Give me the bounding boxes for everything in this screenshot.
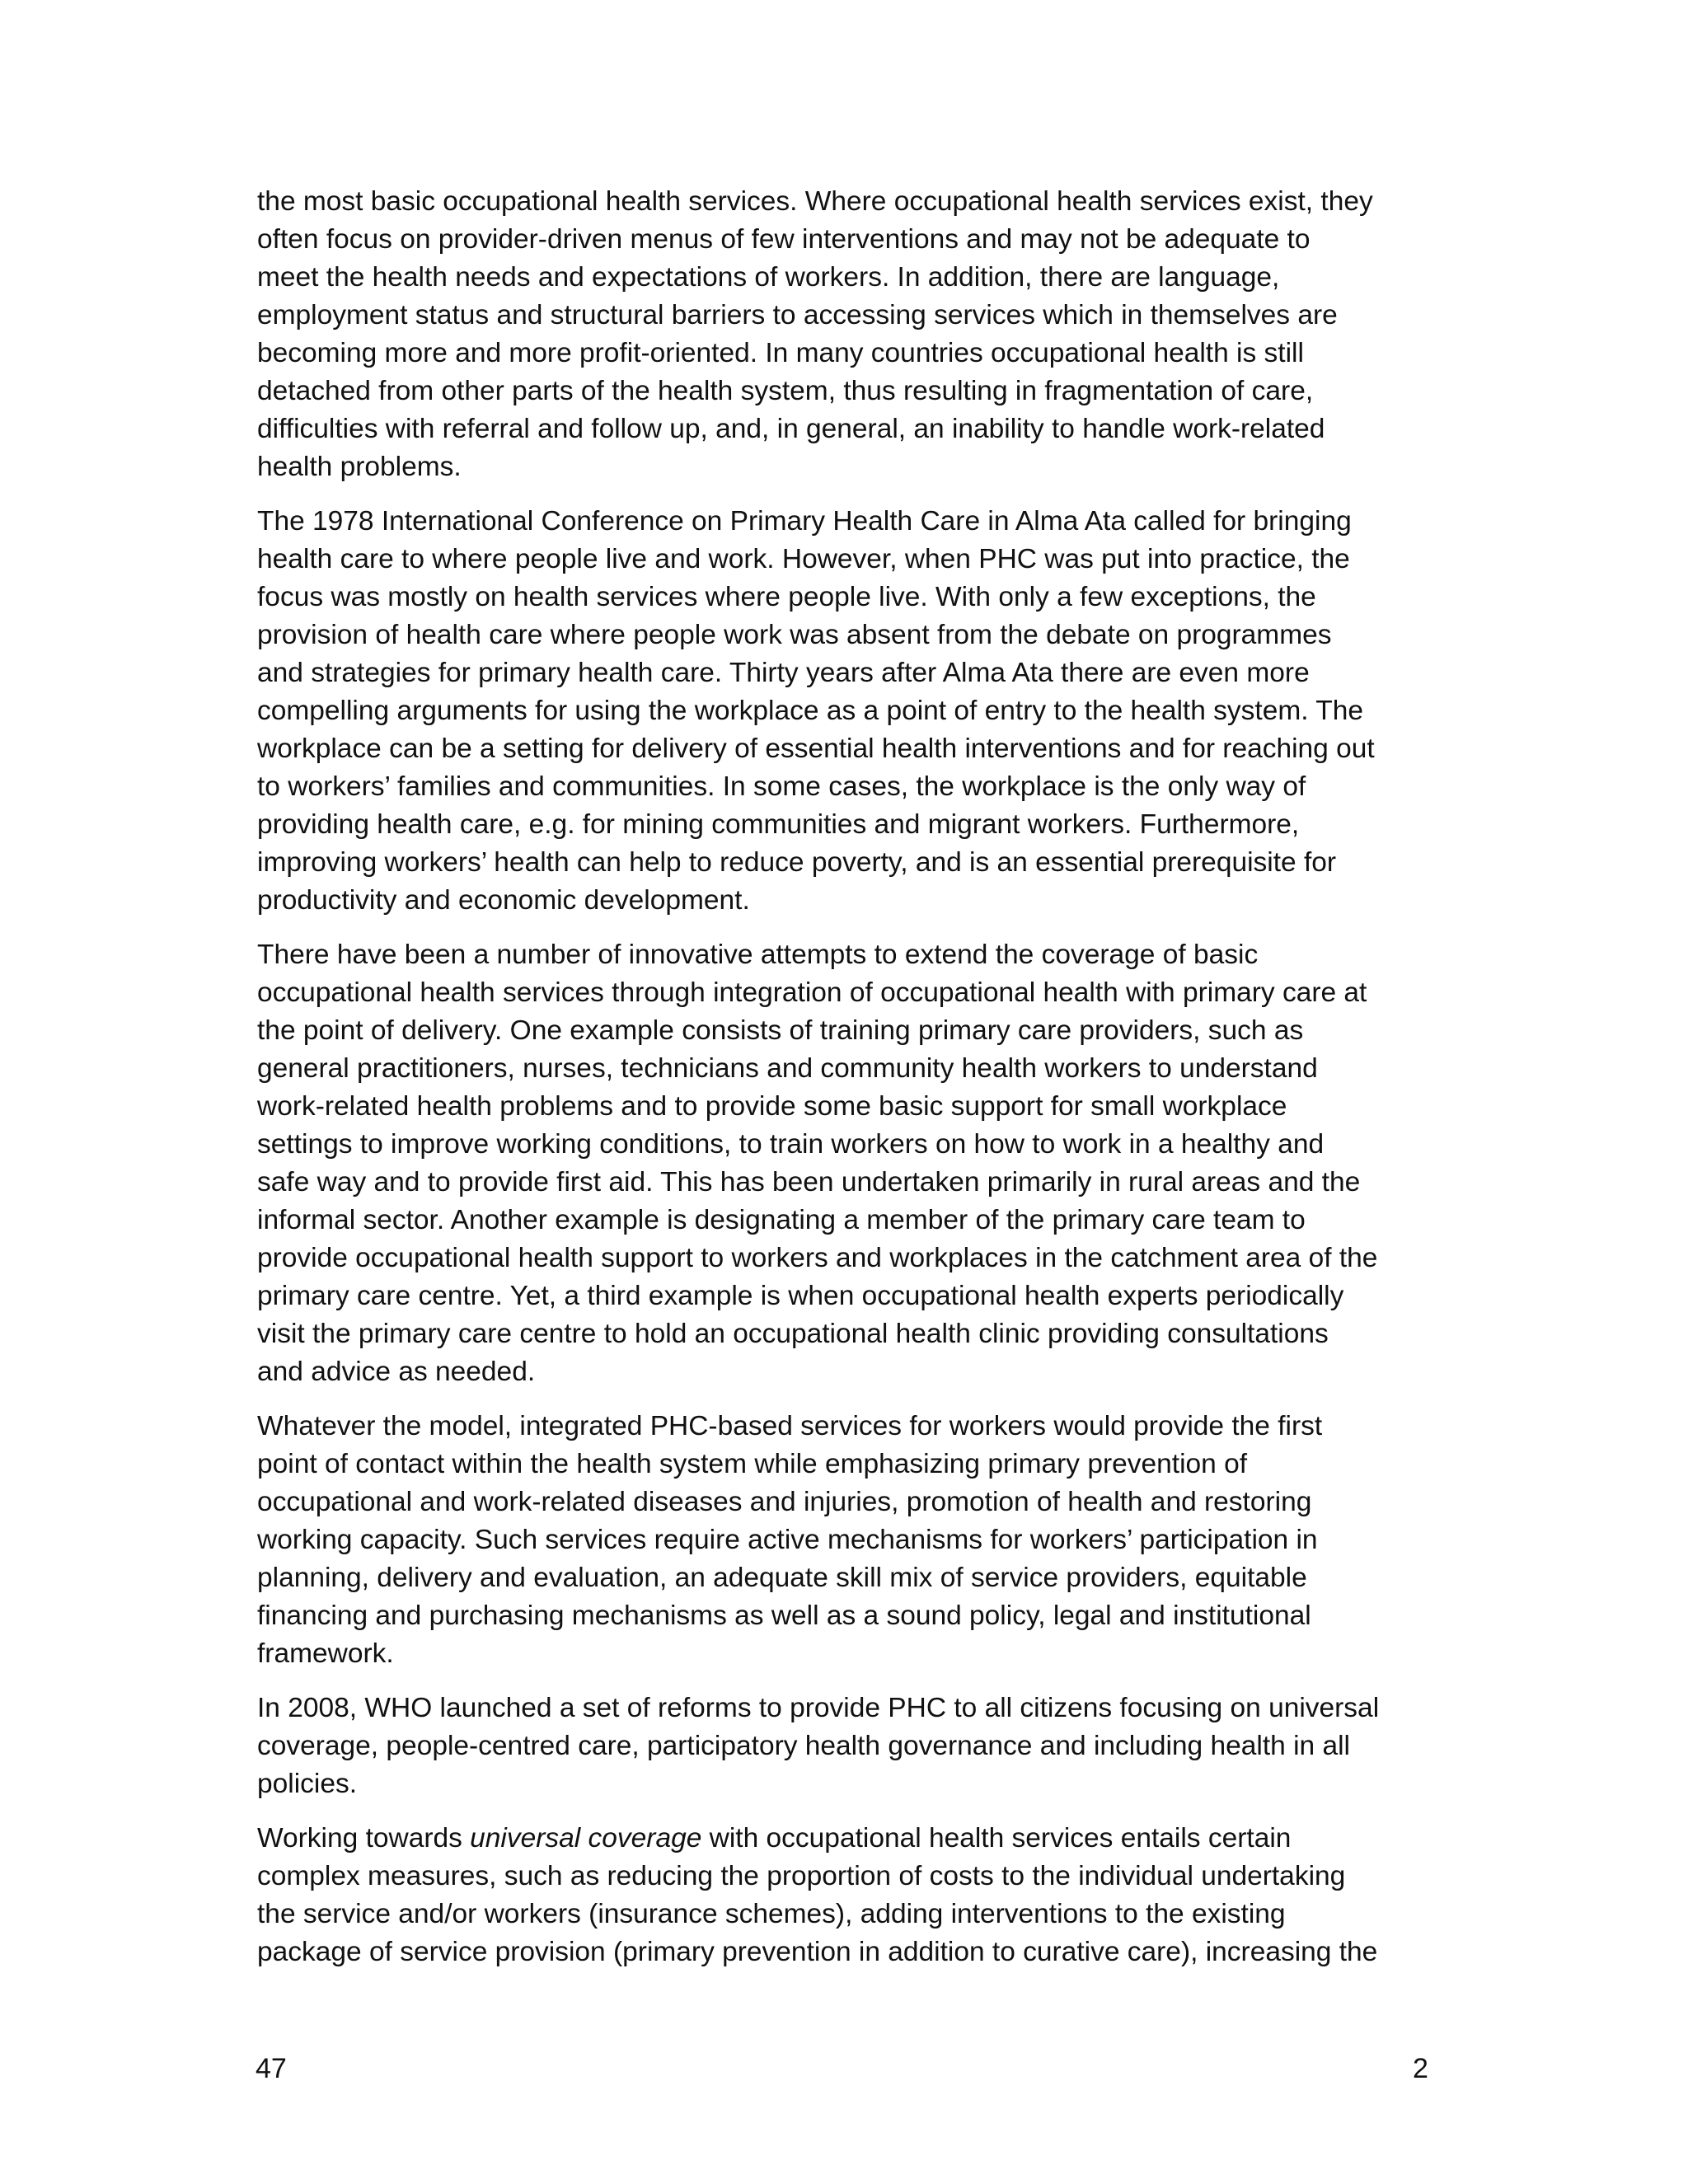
paragraph-line: financing and purchasing mechanisms as well as a sound policy, legal and institutional — [257, 1601, 1311, 1631]
footer-page-number-left: 47 — [256, 2053, 287, 2084]
paragraph-line: complex measures, such as reducing the proportion of costs to the individual undertaking — [257, 1861, 1346, 1891]
paragraph-line: policies. — [257, 1769, 358, 1799]
paragraph-line: primary care centre. Yet, a third example is when occupational health experts periodically — [257, 1281, 1344, 1311]
paragraph-line: providing health care, e.g. for mining communities and migrant workers. Furthermore, — [257, 809, 1300, 840]
paragraph-line: work-related health problems and to provide some basic support for small workplace — [257, 1091, 1287, 1122]
paragraph-line: general practitioners, nurses, technicians and community health workers to understand — [257, 1053, 1318, 1084]
paragraph-line: meet the health needs and expectations of workers. In addition, there are language, — [257, 262, 1280, 293]
paragraph-line: to workers’ families and communities. In some cases, the workplace is the only way of — [257, 771, 1306, 802]
paragraph-line: improving workers’ health can help to reduce poverty, and is an essential prerequisite for — [257, 847, 1337, 878]
paragraph — [257, 1408, 1452, 1673]
paragraph-line: compelling arguments for using the workplace as a point of entry to the health system. The — [257, 696, 1363, 726]
paragraph-line: the point of delivery. One example consists of training primary care providers, such as — [257, 1015, 1304, 1046]
paragraph-line: provide occupational health support to workers and workplaces in the catchment area of the — [257, 1243, 1378, 1273]
paragraph-line: becoming more and more profit-oriented. In many countries occupational health is still — [257, 338, 1304, 368]
paragraph-line: health care to where people live and work. However, when PHC was put into practice, the — [257, 544, 1350, 574]
paragraph-line: workplace can be a setting for delivery of essential health interventions and for reaching out — [257, 733, 1375, 764]
paragraph-line: visit the primary care centre to hold an occupational health clinic providing consultations — [257, 1319, 1329, 1349]
body-text — [257, 183, 1452, 1988]
paragraph-universal-coverage — [257, 1820, 1452, 1971]
paragraph-line: The 1978 International Conference on Primary Health Care in Alma Ata called for bringing — [257, 506, 1352, 537]
paragraph-line: planning, delivery and evaluation, an adequate skill mix of service providers, equitable — [257, 1563, 1307, 1593]
paragraph-line: In 2008, WHO launched a set of reforms to provide PHC to all citizens focusing on universal — [257, 1693, 1380, 1723]
paragraph-line: Whatever the model, integrated PHC-based services for workers would provide the first — [257, 1411, 1323, 1441]
text-span: Working towards — [257, 1823, 471, 1854]
paragraph-line: coverage, people-centred care, participatory health governance and including health in all — [257, 1731, 1350, 1761]
paragraph — [257, 1690, 1452, 1803]
paragraph — [257, 503, 1452, 920]
paragraph-line: occupational and work-related diseases and injuries, promotion of health and restoring — [257, 1487, 1312, 1517]
footer-page-number-right: 2 — [1413, 2053, 1428, 2084]
paragraph-line: safe way and to provide first aid. This has been undertaken primarily in rural areas and the — [257, 1167, 1361, 1197]
paragraph-line: informal sector. Another example is designating a member of the primary care team to — [257, 1205, 1306, 1235]
paragraph-line: the service and/or workers (insurance schemes), adding interventions to the existing — [257, 1899, 1286, 1929]
paragraph — [257, 183, 1452, 486]
paragraph-line: difficulties with referral and follow up, and, in general, an inability to handle work-related — [257, 414, 1325, 444]
paragraph-line: and advice as needed. — [257, 1357, 536, 1387]
paragraph-line: often focus on provider-driven menus of few interventions and may not be adequate to — [257, 224, 1311, 255]
paragraph-line: point of contact within the health system while emphasizing primary prevention of — [257, 1449, 1248, 1479]
paragraph-line: employment status and structural barriers to accessing services which in themselves are — [257, 300, 1338, 330]
paragraph-line: working capacity. Such services require active mechanisms for workers’ participation in — [257, 1525, 1318, 1555]
paragraph-line: settings to improve working conditions, to train workers on how to work in a healthy and — [257, 1129, 1325, 1160]
paragraph-line: the most basic occupational health services. Where occupational health services exist, they — [257, 186, 1373, 217]
text-span: with occupational health services entails certain — [701, 1823, 1292, 1854]
paragraph-line: framework. — [257, 1638, 394, 1669]
paragraph-line: provision of health care where people work was absent from the debate on programmes — [257, 620, 1332, 650]
paragraph — [257, 936, 1452, 1391]
paragraph-line: and strategies for primary health care. Thirty years after Alma Ata there are even more — [257, 658, 1310, 688]
paragraph-line: focus was mostly on health services where people live. With only a few exceptions, the — [257, 582, 1316, 612]
paragraph-line: productivity and economic development. — [257, 885, 750, 916]
paragraph-line: health problems. — [257, 452, 462, 482]
paragraph-line: There have been a number of innovative attempts to extend the coverage of basic — [257, 940, 1259, 970]
paragraph-line — [257, 1820, 1452, 1858]
paragraph-line: occupational health services through integration of occupational health with primary care at — [257, 977, 1367, 1008]
paragraph-line: detached from other parts of the health system, thus resulting in fragmentation of care, — [257, 376, 1314, 406]
paragraph-line: package of service provision (primary prevention in addition to curative care), increasing the — [257, 1937, 1378, 1967]
italic-term: universal coverage — [470, 1823, 702, 1854]
